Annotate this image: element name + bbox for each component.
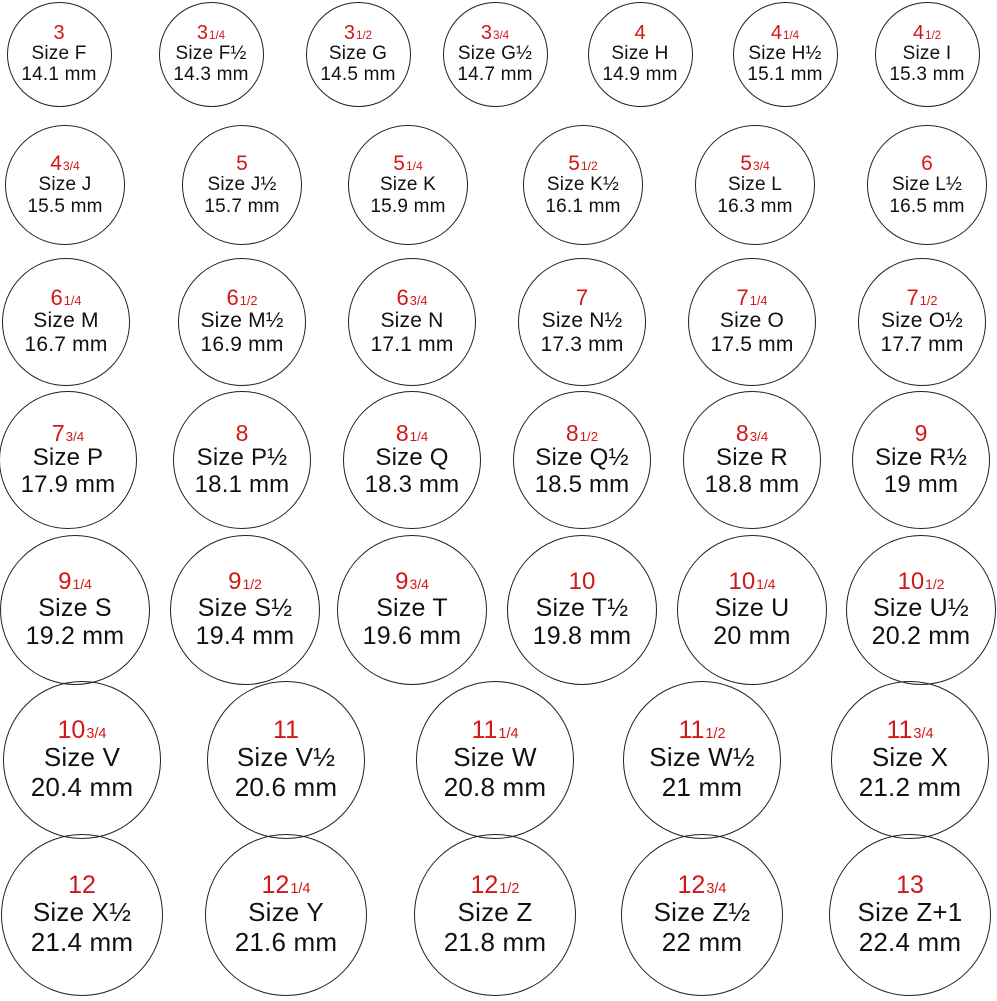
ring-size-circle [846,535,996,685]
us-size-label [471,718,518,743]
us-size-fraction: 1/2 [705,726,726,743]
uk-size-label: Size H½ [748,42,822,64]
uk-size-label: Size I [902,42,952,64]
diameter-mm-label: 18.1 mm [194,470,290,498]
us-size-number: 3 [480,21,492,44]
uk-size-label: Size Q½ [535,443,629,471]
uk-size-label: Size Q [375,443,449,471]
ring-size-circle [683,391,821,529]
us-size-number: 5 [393,152,405,176]
ring-size-circle [7,2,112,107]
uk-size-label: Size O½ [881,309,963,333]
uk-size-label: Size Z½ [653,897,751,928]
us-size-fraction: 1/2 [239,293,258,309]
uk-size-label: Size X [871,742,949,773]
diameter-mm-label: 18.8 mm [704,470,800,498]
us-size-label [737,287,768,309]
us-size-number: 8 [565,419,579,446]
us-size-number: 12 [261,871,290,900]
ring-size-circle [829,834,991,996]
us-size-label [921,153,933,174]
us-size-label [481,23,509,43]
us-size-number: 11 [471,716,498,745]
uk-size-label: Size U½ [873,594,969,622]
ring-size-circle [348,125,468,245]
uk-size-label: Size F½ [175,42,247,64]
diameter-mm-label: 17.7 mm [880,333,964,356]
us-size-label [344,23,372,43]
us-size-fraction: 1/2 [242,576,262,592]
diameter-mm-label: 18.5 mm [534,470,630,498]
us-size-label [886,718,933,743]
diameter-mm-label: 21.4 mm [30,926,134,957]
us-size-number: 11 [886,716,913,745]
us-size-number: 11 [678,716,705,745]
us-size-number: 9 [914,419,928,446]
ring-size-circle [875,2,980,107]
us-size-label [262,873,311,898]
ring-size-circle [677,535,827,685]
diameter-mm-label: 15.5 mm [27,195,103,217]
uk-size-label: Size V [43,742,121,773]
ring-size-circle [2,258,130,386]
us-size-number: 11 [273,716,299,745]
us-size-fraction: 3/4 [752,159,770,174]
us-size-fraction: 1/4 [209,28,226,42]
diameter-mm-label: 14.1 mm [21,64,97,85]
us-size-number: 10 [57,716,86,745]
ring-size-circle [623,681,781,839]
uk-size-label: Size N [380,309,444,333]
us-size-number: 3 [343,21,355,44]
us-size-number: 4 [912,21,924,44]
us-size-number: 13 [896,871,924,900]
uk-size-label: Size S½ [197,594,293,622]
diameter-mm-label: 15.1 mm [747,64,823,85]
ring-size-circle [852,391,990,529]
ring-size-circle [1,834,163,996]
ring-size-circle [207,681,365,839]
us-size-fraction: 1/2 [919,293,938,309]
us-size-number: 3 [53,21,65,44]
us-size-label [913,23,941,43]
us-size-fraction: 1/4 [783,28,800,42]
uk-size-label: Size S [38,594,112,622]
diameter-mm-label: 19.2 mm [25,622,125,650]
ring-size-circle [513,391,651,529]
diameter-mm-label: 21.8 mm [443,926,547,957]
us-size-number: 7 [575,285,589,311]
uk-size-label: Size J½ [207,174,277,196]
us-size-label [58,570,92,594]
diameter-mm-label: 15.9 mm [370,195,446,217]
diameter-mm-label: 14.5 mm [320,64,396,85]
uk-size-label: Size O [719,309,785,333]
diameter-mm-label: 19.6 mm [362,622,462,650]
us-size-number: 4 [50,152,62,176]
diameter-mm-label: 21.2 mm [858,771,962,802]
us-size-number: 5 [236,152,248,176]
uk-size-label: Size L½ [891,174,963,196]
uk-size-label: Size J [38,174,92,196]
diameter-mm-label: 19 mm [883,470,959,498]
us-size-label [897,570,944,594]
us-size-number: 7 [736,285,749,311]
us-size-number: 10 [897,568,925,595]
us-size-label [50,153,80,174]
us-size-label [58,718,107,743]
us-size-number: 4 [634,21,646,44]
uk-size-label: Size N½ [541,309,623,333]
diameter-mm-label: 14.9 mm [602,64,678,85]
diameter-mm-label: 14.7 mm [457,64,533,85]
uk-size-label: Size K [379,174,437,196]
uk-size-label: Size T [376,594,448,622]
us-size-label [907,287,938,309]
ring-size-circle [695,125,815,245]
us-size-label [735,419,769,446]
us-size-label [51,287,82,309]
uk-size-label: Size X½ [32,897,132,928]
ring-size-circle [416,681,574,839]
diameter-mm-label: 16.3 mm [717,195,793,217]
ring-size-circle [858,258,986,386]
ring-size-circle [831,681,989,839]
us-size-label [678,873,727,898]
us-size-label [914,419,928,446]
ring-size-circle [688,258,816,386]
diameter-mm-label: 21 mm [661,771,743,802]
us-size-fraction: 1/2 [579,428,599,444]
us-size-label [740,153,770,174]
us-size-fraction: 1/4 [405,159,423,174]
us-size-number: 5 [740,152,752,176]
us-size-fraction: 1/4 [756,576,776,592]
uk-size-label: Size R½ [874,443,968,471]
diameter-mm-label: 20 mm [713,622,791,650]
us-size-label [565,419,599,446]
uk-size-label: Size R [716,443,788,471]
diameter-mm-label: 17.3 mm [540,333,624,356]
us-size-label [273,718,299,743]
us-size-label [395,419,429,446]
uk-size-label: Size L [727,174,782,196]
ring-size-circle [588,2,693,107]
diameter-mm-label: 20.4 mm [30,771,134,802]
ring-size-circle [733,2,838,107]
diameter-mm-label: 22 mm [661,926,743,957]
us-size-label [576,287,588,309]
diameter-mm-label: 16.9 mm [200,333,284,356]
ring-size-circle [443,2,548,107]
ring-size-circle [173,391,311,529]
us-size-fraction: 1/2 [356,28,373,42]
us-size-fraction: 3/4 [913,726,934,743]
ring-size-circle [205,834,367,996]
us-size-label [634,23,645,43]
uk-size-label: Size M [33,309,99,333]
us-size-number: 5 [568,152,580,176]
ring-size-circle [348,258,476,386]
us-size-fraction: 1/4 [72,576,92,592]
us-size-fraction: 1/4 [290,881,311,898]
diameter-mm-label: 17.9 mm [20,470,116,498]
uk-size-label: Size P½ [196,443,288,471]
us-size-number: 8 [235,419,249,446]
us-size-fraction: 1/4 [749,293,768,309]
us-size-fraction: 3/4 [65,428,85,444]
uk-size-label: Size M½ [200,309,284,333]
us-size-fraction: 3/4 [493,28,510,42]
diameter-mm-label: 17.5 mm [710,333,794,356]
us-size-label [236,153,248,174]
us-size-fraction: 3/4 [86,726,107,743]
us-size-fraction: 1/4 [498,726,519,743]
us-size-number: 7 [51,419,65,446]
diameter-mm-label: 19.4 mm [195,622,295,650]
us-size-fraction: 3/4 [409,293,428,309]
us-size-label [568,153,598,174]
uk-size-label: Size P [32,443,104,471]
us-size-number: 6 [50,285,63,311]
ring-size-circle [337,535,487,685]
ring-size-circle [3,681,161,839]
ring-size-circle [867,125,987,245]
diameter-mm-label: 22.4 mm [858,926,962,957]
us-size-label [395,570,429,594]
us-size-number: 7 [906,285,919,311]
diameter-mm-label: 17.1 mm [370,333,454,356]
diameter-mm-label: 14.3 mm [173,64,249,85]
us-size-number: 3 [196,21,208,44]
us-size-fraction: 3/4 [749,428,769,444]
diameter-mm-label: 16.1 mm [545,195,621,217]
us-size-number: 9 [395,568,409,595]
us-size-fraction: 1/4 [409,428,429,444]
ring-size-circle [159,2,264,107]
uk-size-label: Size W [453,742,537,773]
us-size-label [397,287,428,309]
us-size-number: 8 [735,419,749,446]
ring-size-circle [518,258,646,386]
diameter-mm-label: 18.3 mm [364,470,460,498]
uk-size-label: Size Z [457,897,533,928]
us-size-label [68,873,96,898]
uk-size-label: Size V½ [236,742,336,773]
ring-size-circle [0,535,150,685]
us-size-number: 6 [396,285,409,311]
uk-size-label: Size T½ [535,594,629,622]
us-size-label [771,23,799,43]
uk-size-label: Size W½ [649,742,755,773]
us-size-label [197,23,225,43]
us-size-number: 4 [770,21,782,44]
us-size-fraction: 1/4 [63,293,82,309]
ring-size-circle [170,535,320,685]
uk-size-label: Size G½ [457,42,533,64]
us-size-number: 6 [921,152,933,176]
us-size-number: 9 [58,568,72,595]
us-size-fraction: 1/2 [925,576,945,592]
diameter-mm-label: 20.8 mm [443,771,547,802]
us-size-fraction: 3/4 [706,881,727,898]
us-size-fraction: 1/2 [580,159,598,174]
us-size-fraction: 1/2 [499,881,520,898]
ring-size-circle [182,125,302,245]
ring-size-circle [414,834,576,996]
us-size-label [393,153,423,174]
uk-size-label: Size K½ [546,174,620,196]
us-size-fraction: 3/4 [409,576,429,592]
ring-size-circle [507,535,657,685]
uk-size-label: Size H [611,42,669,64]
ring-size-circle [178,258,306,386]
ring-size-circle [621,834,783,996]
us-size-number: 12 [68,871,96,900]
us-size-number: 9 [228,568,242,595]
us-size-label [569,570,596,594]
us-size-number: 12 [677,871,706,900]
us-size-number: 8 [395,419,409,446]
us-size-label [228,570,262,594]
diameter-mm-label: 20.2 mm [871,622,971,650]
us-size-label [471,873,520,898]
ring-size-circle [306,2,411,107]
ring-size-circle [5,125,125,245]
uk-size-label: Size G [328,42,388,64]
diameter-mm-label: 20.6 mm [234,771,338,802]
us-size-number: 10 [568,568,596,595]
diameter-mm-label: 19.8 mm [532,622,632,650]
ring-size-circle [523,125,643,245]
us-size-label [728,570,775,594]
ring-size-circle [0,391,137,529]
diameter-mm-label: 21.6 mm [234,926,338,957]
us-size-number: 6 [226,285,239,311]
us-size-label [896,873,924,898]
uk-size-label: Size F [31,42,87,64]
us-size-number: 10 [728,568,756,595]
us-size-label [235,419,249,446]
diameter-mm-label: 15.3 mm [889,64,965,85]
us-size-label [51,419,85,446]
us-size-label [678,718,725,743]
diameter-mm-label: 16.5 mm [889,195,965,217]
uk-size-label: Size U [714,594,790,622]
us-size-fraction: 1/2 [925,28,942,42]
uk-size-label: Size Y [248,897,324,928]
us-size-fraction: 3/4 [62,159,80,174]
us-size-label [227,287,258,309]
diameter-mm-label: 15.7 mm [204,195,280,217]
us-size-label [53,23,64,43]
uk-size-label: Size Z+1 [857,897,963,928]
ring-size-circle [343,391,481,529]
diameter-mm-label: 16.7 mm [24,333,108,356]
us-size-number: 12 [470,871,499,900]
